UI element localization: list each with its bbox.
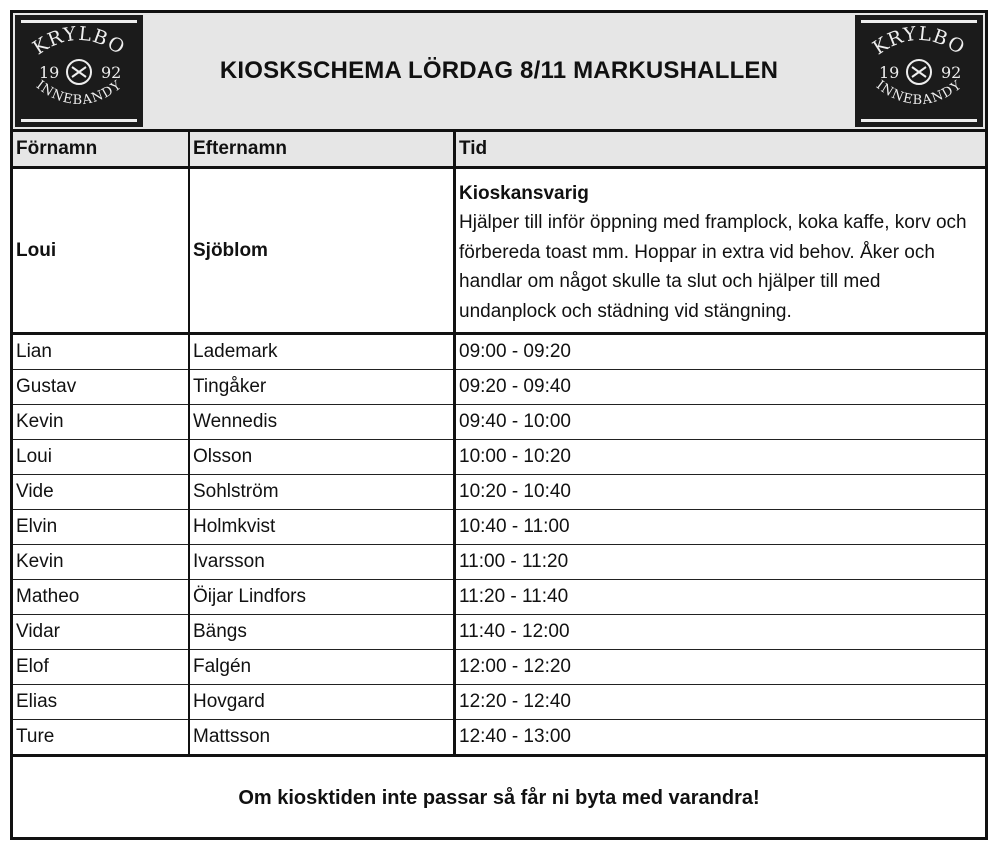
time-cell: 10:20 - 10:40 [455,475,986,510]
time-cell: 10:00 - 10:20 [455,440,986,475]
first-name-cell: Loui [13,440,189,475]
last-name-cell: Wennedis [189,405,455,440]
last-name-cell: Ivarsson [189,545,455,580]
svg-text:KRYLBO: KRYLBO [868,22,970,60]
first-name-cell: Kevin [13,405,189,440]
header-banner [13,13,985,132]
svg-text:92: 92 [101,63,122,82]
time-cell: 11:00 - 11:20 [455,545,986,580]
table-row [13,405,985,440]
last-name-cell: Bängs [189,615,455,650]
time-cell: 12:20 - 12:40 [455,685,986,720]
table-row [13,580,985,615]
column-header-last-name: Efternamn [189,132,455,168]
first-name-cell: Vide [13,475,189,510]
last-name-cell: Tingåker [189,370,455,405]
first-name-cell: Gustav [13,370,189,405]
svg-text:19: 19 [879,63,900,82]
table-row [13,510,985,545]
time-cell: 10:40 - 11:00 [455,510,986,545]
first-name-cell: Kevin [13,545,189,580]
time-cell: 09:20 - 09:40 [455,370,986,405]
last-name-cell: Falgén [189,650,455,685]
last-name-cell: Holmkvist [189,510,455,545]
svg-text:19: 19 [39,63,60,82]
page-title: KIOSKSCHEMA LÖRDAG 8/11 MARKUSHALLEN [219,57,779,84]
time-cell: 12:00 - 12:20 [455,650,986,685]
responsible-duties [455,168,986,334]
first-name-cell: Elias [13,685,189,720]
first-name-cell: Lian [13,334,189,370]
responsible-last-name: Sjöblom [189,168,455,334]
table-row [13,370,985,405]
responsible-description: Hjälper till inför öppning med framplock, koka kaffe, korv och förbereda toast mm. Hoppar in extra vid behov. Åker och handlar om något skulle ta slut och hjälper till med undanplock och städning vid stängning. [459,212,967,322]
responsible-first-name: Loui [13,168,189,334]
first-name-cell: Elvin [13,510,189,545]
footer-note: Om kiosktiden inte passar så får ni byta med varandra! [238,787,760,809]
column-header-time: Tid [455,132,986,168]
first-name-cell: Vidar [13,615,189,650]
table-row [13,720,985,756]
table-row [13,475,985,510]
last-name-cell: Mattsson [189,720,455,756]
svg-text:INNEBANDY: INNEBANDY [33,77,125,109]
last-name-cell: Olsson [189,440,455,475]
schedule-sheet [10,10,988,840]
table-row [13,545,985,580]
svg-text:KRYLBO: KRYLBO [28,22,130,60]
table-row [13,440,985,475]
krylbo-logo-right [855,15,983,127]
schedule-table [13,132,985,757]
table-row [13,685,985,720]
time-cell: 11:20 - 11:40 [455,580,986,615]
svg-text:INNEBANDY: INNEBANDY [873,77,965,109]
time-cell: 11:40 - 12:00 [455,615,986,650]
time-cell: 12:40 - 13:00 [455,720,986,756]
first-name-cell: Matheo [13,580,189,615]
krylbo-logo-left [15,15,143,127]
table-row [13,615,985,650]
column-header-first-name: Förnamn [13,132,189,168]
first-name-cell: Ture [13,720,189,756]
last-name-cell: Lademark [189,334,455,370]
table-row [13,334,985,370]
table-row [13,650,985,685]
time-cell: 09:40 - 10:00 [455,405,986,440]
krylbo-logo-graphic [855,15,983,127]
time-cell: 09:00 - 09:20 [455,334,986,370]
responsible-role: Kioskansvarig [459,182,589,204]
last-name-cell: Hovgard [189,685,455,720]
responsible-row [13,168,985,334]
krylbo-logo-graphic [15,15,143,127]
first-name-cell: Elof [13,650,189,685]
table-header-row [13,132,985,168]
svg-text:92: 92 [941,63,962,82]
last-name-cell: Öijar Lindfors [189,580,455,615]
last-name-cell: Sohlström [189,475,455,510]
